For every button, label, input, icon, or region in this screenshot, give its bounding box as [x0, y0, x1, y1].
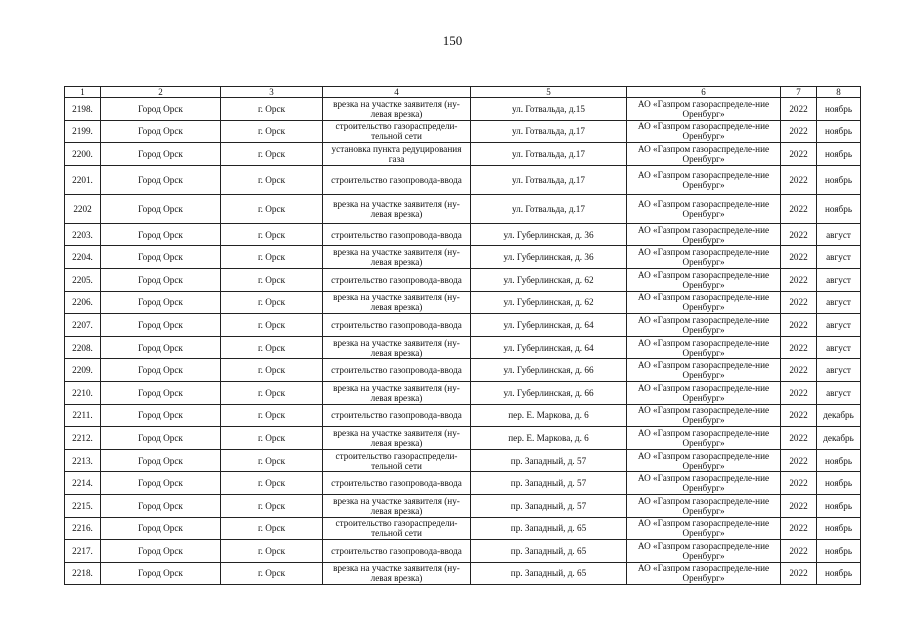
row-number: 2203. [65, 223, 101, 246]
year-cell: 2022 [781, 194, 817, 223]
organization-cell: АО «Газпром газораспределе-ние Оренбург» [627, 494, 781, 517]
work-type-cell: строительство газопровода-ввода [323, 472, 471, 495]
organization-cell: АО «Газпром газораспределе-ние Оренбург» [627, 540, 781, 563]
district-cell: Город Орск [101, 359, 221, 382]
year-cell: 2022 [781, 449, 817, 472]
locality-cell: г. Орск [221, 291, 323, 314]
year-cell: 2022 [781, 517, 817, 540]
address-cell: пер. Е. Маркова, д. 6 [471, 427, 627, 450]
district-cell: Город Орск [101, 336, 221, 359]
year-cell: 2022 [781, 562, 817, 585]
row-number: 2202 [65, 194, 101, 223]
work-type-cell: врезка на участке заявителя (ну-левая врезка) [323, 336, 471, 359]
locality-cell: г. Орск [221, 540, 323, 563]
header-cell: 3 [221, 87, 323, 98]
month-cell: ноябрь [817, 98, 861, 121]
locality-cell: г. Орск [221, 246, 323, 269]
work-type-cell: строительство газопровода-ввода [323, 268, 471, 291]
district-cell: Город Орск [101, 314, 221, 337]
locality-cell: г. Орск [221, 165, 323, 194]
month-cell: ноябрь [817, 562, 861, 585]
year-cell: 2022 [781, 494, 817, 517]
locality-cell: г. Орск [221, 359, 323, 382]
month-cell: август [817, 314, 861, 337]
month-cell: ноябрь [817, 472, 861, 495]
row-number: 2201. [65, 165, 101, 194]
work-type-cell: врезка на участке заявителя (ну-левая врезка) [323, 381, 471, 404]
month-cell: август [817, 359, 861, 382]
address-cell: ул. Готвальда, д.15 [471, 98, 627, 121]
table-row [65, 143, 861, 166]
table-row [65, 336, 861, 359]
header-cell: 8 [817, 87, 861, 98]
organization-cell: АО «Газпром газораспределе-ние Оренбург» [627, 359, 781, 382]
table-row [65, 381, 861, 404]
month-cell: ноябрь [817, 143, 861, 166]
month-cell: август [817, 223, 861, 246]
year-cell: 2022 [781, 268, 817, 291]
address-cell: ул. Губерлинская, д. 62 [471, 268, 627, 291]
district-cell: Город Орск [101, 98, 221, 121]
address-cell: ул. Губерлинская, д. 36 [471, 246, 627, 269]
work-type-cell: строительство газопровода-ввода [323, 540, 471, 563]
district-cell: Город Орск [101, 404, 221, 427]
year-cell: 2022 [781, 291, 817, 314]
header-row [65, 87, 861, 98]
address-cell: ул. Губерлинская, д. 62 [471, 291, 627, 314]
row-number: 2218. [65, 562, 101, 585]
work-type-cell: врезка на участке заявителя (ну-левая врезка) [323, 246, 471, 269]
address-cell: ул. Готвальда, д.17 [471, 120, 627, 143]
organization-cell: АО «Газпром газораспределе-ние Оренбург» [627, 98, 781, 121]
district-cell: Город Орск [101, 120, 221, 143]
organization-cell: АО «Газпром газораспределе-ние Оренбург» [627, 268, 781, 291]
work-type-cell: строительство газопровода-ввода [323, 404, 471, 427]
table-row [65, 291, 861, 314]
locality-cell: г. Орск [221, 494, 323, 517]
work-type-cell: строительство газораспредели-тельной сети [323, 449, 471, 472]
work-type-cell: строительство газопровода-ввода [323, 359, 471, 382]
work-type-cell: строительство газораспредели-тельной сети [323, 120, 471, 143]
table-row [65, 314, 861, 337]
month-cell: декабрь [817, 427, 861, 450]
locality-cell: г. Орск [221, 381, 323, 404]
header-cell: 6 [627, 87, 781, 98]
table-row [65, 359, 861, 382]
month-cell: август [817, 246, 861, 269]
year-cell: 2022 [781, 165, 817, 194]
district-cell: Город Орск [101, 427, 221, 450]
locality-cell: г. Орск [221, 404, 323, 427]
locality-cell: г. Орск [221, 336, 323, 359]
organization-cell: АО «Газпром газораспределе-ние Оренбург» [627, 246, 781, 269]
locality-cell: г. Орск [221, 449, 323, 472]
table-row [65, 540, 861, 563]
address-cell: ул. Готвальда, д.17 [471, 143, 627, 166]
month-cell: ноябрь [817, 165, 861, 194]
month-cell: декабрь [817, 404, 861, 427]
organization-cell: АО «Газпром газораспределе-ние Оренбург» [627, 381, 781, 404]
month-cell: ноябрь [817, 494, 861, 517]
address-cell: пр. Западный, д. 65 [471, 562, 627, 585]
table-row [65, 494, 861, 517]
organization-cell: АО «Газпром газораспределе-ние Оренбург» [627, 472, 781, 495]
table-row [65, 98, 861, 121]
table-row [65, 404, 861, 427]
address-cell: пр. Западный, д. 57 [471, 472, 627, 495]
district-cell: Город Орск [101, 540, 221, 563]
year-cell: 2022 [781, 314, 817, 337]
year-cell: 2022 [781, 336, 817, 359]
address-cell: ул. Губерлинская, д. 66 [471, 381, 627, 404]
organization-cell: АО «Газпром газораспределе-ние Оренбург» [627, 291, 781, 314]
organization-cell: АО «Газпром газораспределе-ние Оренбург» [627, 517, 781, 540]
address-cell: ул. Готвальда, д.17 [471, 194, 627, 223]
table-row [65, 268, 861, 291]
work-type-cell: строительство газопровода-ввода [323, 223, 471, 246]
organization-cell: АО «Газпром газораспределе-ние Оренбург» [627, 404, 781, 427]
table-body [65, 87, 861, 585]
address-cell: ул. Губерлинская, д. 64 [471, 314, 627, 337]
address-cell: ул. Готвальда, д.17 [471, 165, 627, 194]
work-type-cell: строительство газопровода-ввода [323, 314, 471, 337]
table-row [65, 246, 861, 269]
locality-cell: г. Орск [221, 517, 323, 540]
work-type-cell: установка пункта редуцирования газа [323, 143, 471, 166]
header-cell: 1 [65, 87, 101, 98]
address-cell: ул. Губерлинская, д. 66 [471, 359, 627, 382]
locality-cell: г. Орск [221, 562, 323, 585]
work-type-cell: врезка на участке заявителя (ну-левая врезка) [323, 194, 471, 223]
district-cell: Город Орск [101, 449, 221, 472]
district-cell: Город Орск [101, 381, 221, 404]
year-cell: 2022 [781, 381, 817, 404]
organization-cell: АО «Газпром газораспределе-ние Оренбург» [627, 336, 781, 359]
year-cell: 2022 [781, 143, 817, 166]
district-cell: Город Орск [101, 143, 221, 166]
address-cell: пр. Западный, д. 65 [471, 517, 627, 540]
table-row [65, 562, 861, 585]
row-number: 2216. [65, 517, 101, 540]
row-number: 2199. [65, 120, 101, 143]
work-type-cell: врезка на участке заявителя (ну-левая врезка) [323, 291, 471, 314]
table-row [65, 120, 861, 143]
row-number: 2217. [65, 540, 101, 563]
row-number: 2204. [65, 246, 101, 269]
district-cell: Город Орск [101, 194, 221, 223]
page-number: 150 [442, 33, 463, 48]
organization-cell: АО «Газпром газораспределе-ние Оренбург» [627, 223, 781, 246]
header-cell: 2 [101, 87, 221, 98]
year-cell: 2022 [781, 98, 817, 121]
month-cell: ноябрь [817, 194, 861, 223]
month-cell: август [817, 268, 861, 291]
row-number: 2215. [65, 494, 101, 517]
locality-cell: г. Орск [221, 98, 323, 121]
organization-cell: АО «Газпром газораспределе-ние Оренбург» [627, 165, 781, 194]
year-cell: 2022 [781, 472, 817, 495]
header-cell: 4 [323, 87, 471, 98]
month-cell: ноябрь [817, 540, 861, 563]
organization-cell: АО «Газпром газораспределе-ние Оренбург» [627, 120, 781, 143]
work-type-cell: врезка на участке заявителя (ну-левая врезка) [323, 562, 471, 585]
district-cell: Город Орск [101, 472, 221, 495]
locality-cell: г. Орск [221, 427, 323, 450]
month-cell: август [817, 381, 861, 404]
table-row [65, 449, 861, 472]
year-cell: 2022 [781, 404, 817, 427]
month-cell: август [817, 336, 861, 359]
organization-cell: АО «Газпром газораспределе-ние Оренбург» [627, 314, 781, 337]
row-number: 2210. [65, 381, 101, 404]
table-row [65, 194, 861, 223]
organization-cell: АО «Газпром газораспределе-ние Оренбург» [627, 427, 781, 450]
table-row [65, 517, 861, 540]
row-number: 2200. [65, 143, 101, 166]
row-number: 2205. [65, 268, 101, 291]
row-number: 2212. [65, 427, 101, 450]
district-cell: Город Орск [101, 246, 221, 269]
table-row [65, 223, 861, 246]
locality-cell: г. Орск [221, 223, 323, 246]
locality-cell: г. Орск [221, 472, 323, 495]
year-cell: 2022 [781, 359, 817, 382]
district-cell: Город Орск [101, 268, 221, 291]
work-type-cell: врезка на участке заявителя (ну-левая врезка) [323, 427, 471, 450]
year-cell: 2022 [781, 223, 817, 246]
district-cell: Город Орск [101, 165, 221, 194]
table-row [65, 472, 861, 495]
organization-cell: АО «Газпром газораспределе-ние Оренбург» [627, 194, 781, 223]
row-number: 2207. [65, 314, 101, 337]
month-cell: август [817, 291, 861, 314]
organization-cell: АО «Газпром газораспределе-ние Оренбург» [627, 143, 781, 166]
address-cell: пр. Западный, д. 57 [471, 449, 627, 472]
address-cell: пр. Западный, д. 65 [471, 540, 627, 563]
district-cell: Город Орск [101, 494, 221, 517]
work-type-cell: строительство газораспредели-тельной сети [323, 517, 471, 540]
row-number: 2208. [65, 336, 101, 359]
district-cell: Город Орск [101, 517, 221, 540]
row-number: 2206. [65, 291, 101, 314]
row-number: 2214. [65, 472, 101, 495]
address-cell: ул. Губерлинская, д. 36 [471, 223, 627, 246]
district-cell: Город Орск [101, 562, 221, 585]
month-cell: ноябрь [817, 517, 861, 540]
work-type-cell: врезка на участке заявителя (ну-левая врезка) [323, 98, 471, 121]
row-number: 2209. [65, 359, 101, 382]
work-type-cell: строительство газопровода-ввода [323, 165, 471, 194]
district-cell: Город Орск [101, 291, 221, 314]
month-cell: ноябрь [817, 120, 861, 143]
table-row [65, 427, 861, 450]
district-cell: Город Орск [101, 223, 221, 246]
row-number: 2198. [65, 98, 101, 121]
table-row [65, 165, 861, 194]
locality-cell: г. Орск [221, 194, 323, 223]
row-number: 2211. [65, 404, 101, 427]
address-cell: пр. Западный, д. 57 [471, 494, 627, 517]
header-cell: 7 [781, 87, 817, 98]
locality-cell: г. Орск [221, 120, 323, 143]
work-type-cell: врезка на участке заявителя (ну-левая врезка) [323, 494, 471, 517]
address-cell: ул. Губерлинская, д. 64 [471, 336, 627, 359]
locality-cell: г. Орск [221, 143, 323, 166]
row-number: 2213. [65, 449, 101, 472]
year-cell: 2022 [781, 120, 817, 143]
year-cell: 2022 [781, 540, 817, 563]
month-cell: ноябрь [817, 449, 861, 472]
year-cell: 2022 [781, 427, 817, 450]
locality-cell: г. Орск [221, 314, 323, 337]
organization-cell: АО «Газпром газораспределе-ние Оренбург» [627, 562, 781, 585]
organization-cell: АО «Газпром газораспределе-ние Оренбург» [627, 449, 781, 472]
data-table [64, 86, 861, 585]
year-cell: 2022 [781, 246, 817, 269]
address-cell: пер. Е. Маркова, д. 6 [471, 404, 627, 427]
locality-cell: г. Орск [221, 268, 323, 291]
header-cell: 5 [471, 87, 627, 98]
